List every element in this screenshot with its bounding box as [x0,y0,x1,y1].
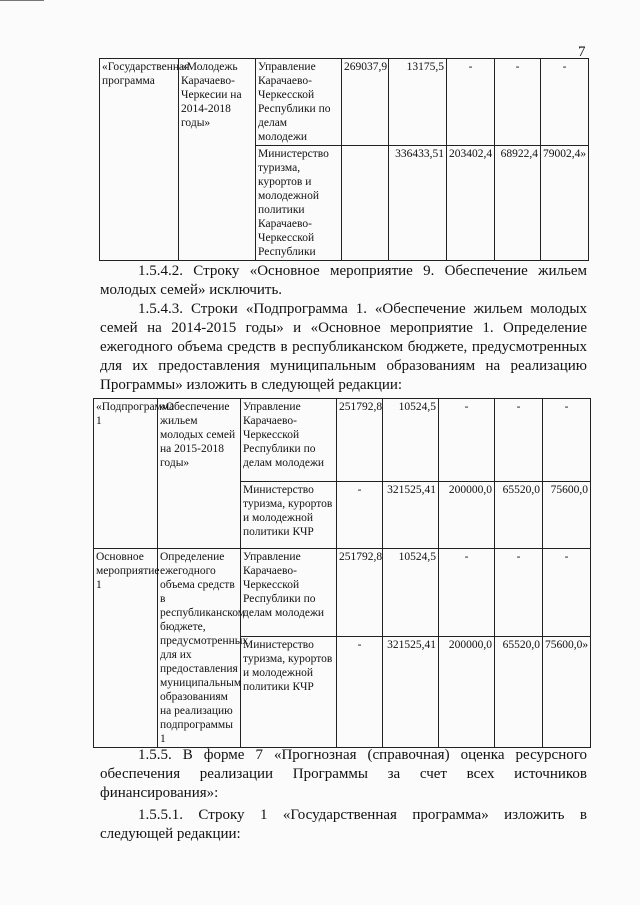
paragraph-1-5-4-3: 1.5.4.3. Строки «Подпрограмма 1. «Обеспечение жильем молодых семей на 2014-2015 годы» и «Основное мероприятие 1. Определение ежегодного объема средств в республиканском бюджете, предусмотренных для их предоставления муниципальным образованиям на реализацию Программы» изложить в следующей редакции: [100,301,587,393]
value-cell: 65520,0 [495,482,543,549]
subprogram-name-cell: «Обеспечение жильем молодых семей на 2015-2018 годы» [158,399,241,549]
value-cell: - [439,399,495,482]
value-cell: - [447,59,495,146]
paragraph-1-5-5: 1.5.5. В форме 7 «Прогнозная (справочная) оценка ресурсного обеспечения реализации Программы за счет всех источников финансирования»: [100,747,587,801]
value-cell: 65520,0 [495,636,543,747]
value-cell: 13175,5 [389,59,447,146]
value-cell: 200000,0 [439,636,495,747]
value-cell: - [543,399,591,482]
executor-cell: Министерство туризма, курортов и молодежной политики Карачаево-Черкесской Республики [256,146,342,261]
value-cell [342,146,389,261]
value-cell: - [495,399,543,482]
value-cell: 269037,9 [342,59,389,146]
value-cell: - [337,636,383,747]
executor-cell: Управление Карачаево-Черкесской Республики по делам молодежи [256,59,342,146]
value-cell: 75600,0 [543,482,591,549]
executor-cell: Министерство туризма, курортов и молодежной политики КЧР [241,482,337,549]
value-cell: - [543,549,591,637]
value-cell: 251792,8 [337,399,383,482]
value-cell: 79002,4» [541,146,589,261]
value-cell: 321525,41 [383,636,439,747]
main-activity-type-cell: Основное мероприятие 1 [94,549,158,748]
value-cell: - [541,59,589,146]
table-state-program [99,58,589,261]
value-cell: 68922,4 [495,146,541,261]
main-activity-name-cell: Определение ежегодного объема средств в республиканском бюджете, предусмотренных для их предоставления муниципальным образованиям на реализацию подпрограммы 1 [158,549,241,748]
program-type-cell: «Государственная программа [100,59,179,261]
value-cell: - [495,549,543,637]
value-cell: 251792,8 [337,549,383,637]
value-cell: 336433,51 [389,146,447,261]
page-number: 7 [578,44,586,60]
value-cell: 203402,4 [447,146,495,261]
value-cell: - [439,549,495,637]
value-cell: 10524,5 [383,549,439,637]
table-subprogram [93,398,591,748]
value-cell: 321525,41 [383,482,439,549]
executor-cell: Управление Карачаево-Черкесской Республики по делам молодежи [241,399,337,482]
paragraph-1-5-5-1: 1.5.5.1. Строку 1 «Государственная программа» изложить в следующей редакции: [100,807,587,842]
program-name-cell: «Молодежь Карачаево-Черкесии на 2014-2018 годы» [179,59,256,261]
value-cell: 75600,0» [543,636,591,747]
value-cell: 200000,0 [439,482,495,549]
executor-cell: Министерство туризма, курортов и молодежной политики КЧР [241,636,337,747]
value-cell: 10524,5 [383,399,439,482]
value-cell: - [495,59,541,146]
executor-cell: Управление Карачаево-Черкесской Республики по делам молодежи [241,549,337,637]
value-cell: - [337,482,383,549]
top-rule [0,0,44,1]
subprogram-type-cell: «Подпрограмма 1 [94,399,158,549]
paragraph-1-5-4-2: 1.5.4.2. Строку «Основное мероприятие 9. Обеспечение жильем молодых семей» исключить. [100,263,587,298]
